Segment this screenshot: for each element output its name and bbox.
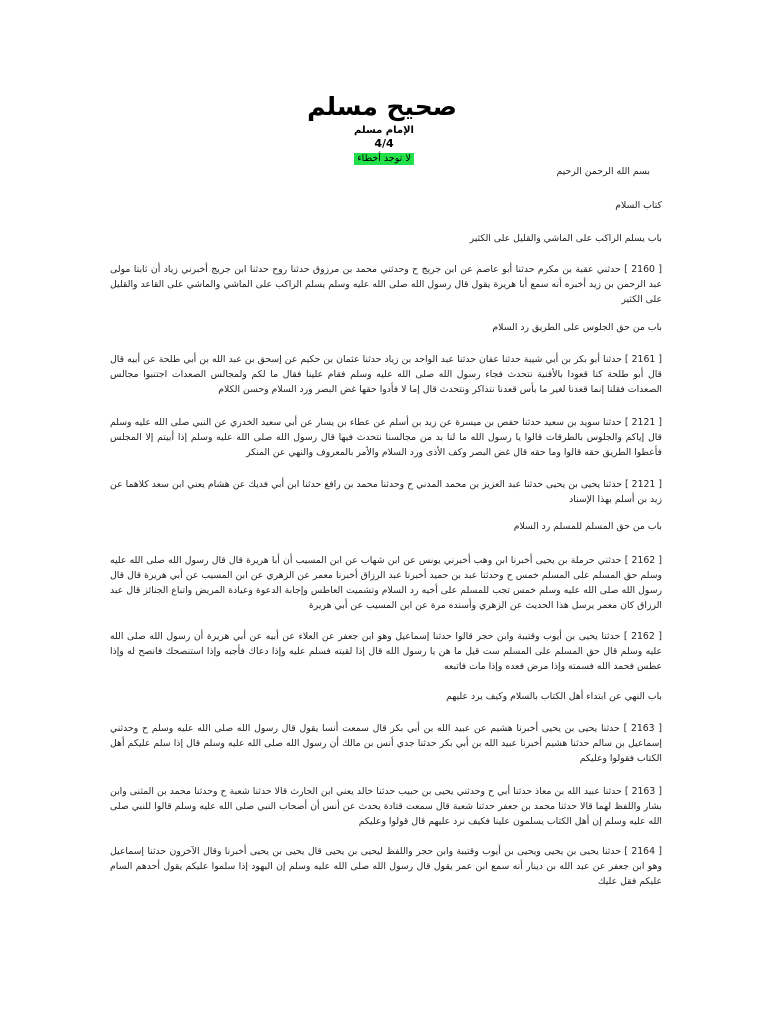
- basmala: [98, 164, 662, 179]
- basmala-text: بسم الله الرحمن الرحيم: [556, 166, 650, 177]
- hadith-number: [ 2161 ]: [624, 354, 662, 365]
- hadith-paragraph: [110, 415, 662, 460]
- hadith-number: [ 2121 ]: [624, 417, 662, 428]
- hadith-number: [ 2163 ]: [624, 786, 662, 797]
- hadith-text: حدثنا يحيى بن يحيى حدثنا عبد العزيز بن محمد المدني ح وحدثنا محمد بن رافع حدثنا ابن أبي فديك عن هشام يعني ابن سعد كلاهما عن زيد بن أسلم بهذا الإسناد: [110, 479, 662, 505]
- hadith-paragraph: [110, 629, 662, 674]
- hadith-text: حدثنا سويد بن سعيد حدثنا حفص بن ميسرة عن زيد بن أسلم عن عطاء بن يسار عن أبي سعيد الخدري عن النبي صلى الله عليه وسلم قال إياكم والجلوس بالطرقات قالوا يا رسول الله ما لنا بد من مجالسنا نتحدث فيها قال رسول الله صلى الله عليه وسلم إذا أبيتم إلا المجلس فأعطوا الطريق حقه قالوا وما حقه قال غض البصر وكف الأذى ورد السلام والأمر بالمعروف والنهي عن المنكر: [110, 417, 662, 458]
- bab-heading-text: باب النهي عن ابتداء أهل الكتاب بالسلام وكيف يرد عليهم: [446, 691, 662, 702]
- author-name: الإمام مسلم: [354, 125, 414, 136]
- bab-heading-text: باب يسلم الراكب على الماشي والقليل على الكثير: [469, 233, 662, 244]
- hadith-number: [ 2160 ]: [624, 264, 662, 275]
- book-title: صحيح مسلم: [307, 92, 457, 121]
- document-header: [0, 92, 768, 165]
- hadith-paragraph: [110, 262, 662, 307]
- hadith-text: حدثنا عبيد الله بن معاذ حدثنا أبي ح وحدثني يحيى بن حبيب حدثنا خالد يعني ابن الحارث قالا حدثنا شعبة ح وحدثنا محمد بن المثنى وابن بشار واللفظ لهما قالا حدثنا محمد بن جعفر حدثنا شعبة قال سمعت قتادة يحدث عن أنس أن أصحاب النبي صلى الله عليه وسلم قالوا للنبي صلى الله عليه وسلم إن أهل الكتاب يسلمون علينا فكيف نرد عليهم قال قولوا وعليكم: [110, 786, 662, 827]
- bab-heading: [110, 320, 662, 335]
- status-badge: لا توجد أخطاء: [354, 153, 414, 165]
- hadith-text: حدثنا يحيى بن أيوب وقتيبة وابن حجر قالوا حدثنا إسماعيل وهو ابن جعفر عن العلاء عن أبيه عن أبي هريرة أن رسول الله صلى الله عليه وسلم قال حق المسلم على المسلم ست قيل ما هن يا رسول الله قال إذا لقيته فسلم عليه وإذا دعاك فأجبه وإذا استنصحك فانصح له وإذا عطس فحمد الله فسمته وإذا مرض فعده وإذا مات فاتبعه: [110, 631, 662, 672]
- hadith-number: [ 2121 ]: [624, 479, 662, 490]
- hadith-number: [ 2162 ]: [624, 555, 662, 566]
- hadith-paragraph: [110, 784, 662, 829]
- bab-heading-text: باب من حق الجلوس على الطريق رد السلام: [492, 322, 662, 333]
- hadith-paragraph: [110, 844, 662, 889]
- hadith-paragraph: [110, 477, 662, 507]
- hadith-paragraph: [110, 352, 662, 397]
- bab-heading: [110, 689, 662, 704]
- hadith-number: [ 2162 ]: [623, 631, 662, 642]
- hadith-paragraph: [110, 721, 662, 766]
- hadith-paragraph: [110, 553, 662, 613]
- kitab-heading: [110, 198, 662, 213]
- hadith-text: حدثني حرملة بن يحيى أخبرنا ابن وهب أخبرني يونس عن ابن شهاب عن ابن المسيب أن أبا هريرة قال قال رسول الله صلى الله عليه وسلم حق المسلم على المسلم خمس ح وحدثنا عبد بن حميد أخبرنا عبد الرزاق أخبرنا معمر عن الزهري عن ابن المسيب عن أبي هريرة قال قال رسول الله صلى الله عليه وسلم خمس تجب للمسلم على أخيه رد السلام وتشميت العاطس وإجابة الدعوة وعيادة المريض واتباع الجنائز قال عبد الرزاق كان معمر يرسل هذا الحديث عن الزهري وأسنده مرة عن ابن المسيب عن أبي هريرة: [110, 555, 662, 611]
- bab-heading-text: باب من حق المسلم للمسلم رد السلام: [513, 521, 662, 532]
- bab-heading: [110, 231, 662, 246]
- hadith-text: حدثني عقبة بن مكرم حدثنا أبو عاصم عن ابن جريج ح وحدثني محمد بن مرزوق حدثنا روح حدثنا ابن جريج أخبرني زياد أن ثابتا مولى عبد الرحمن بن زيد أخبره أنه سمع أبا هريرة يقول قال رسول الله صلى الله عليه وسلم يسلم الراكب على الماشي والماشي على القاعد والقليل على الكثير: [110, 264, 662, 305]
- volume-number: 4/4: [374, 137, 394, 150]
- kitab-heading-text: كتاب السلام: [615, 200, 662, 211]
- hadith-text: حدثنا أبو بكر بن أبي شيبة حدثنا عفان حدثنا عبد الواحد بن زياد حدثنا عثمان بن حكيم عن إسحق بن عبد الله بن أبي طلحة عن أبيه قال قال أبو طلحة كنا قعودا بالأفنية نتحدث فجاء رسول الله صلى الله عليه وسلم فقام علينا فقال ما لكم ولمجالس الصعدات اجتنبوا مجالس الصعدات فقلنا إنما قعدنا لغير ما بأس قعدنا نتذاكر ونتحدث قال إما لا فأدوا حقها غض البصر ورد السلام وحسن الكلام: [110, 354, 662, 395]
- hadith-text: حدثنا يحيى بن يحيى أخبرنا هشيم عن عبيد الله بن أبي بكر قال سمعت أنسا يقول قال رسول الله صلى الله عليه وسلم ح وحدثني إسماعيل بن سالم حدثنا هشيم أخبرنا عبيد الله بن أبي بكر حدثنا جدي أنس بن مالك أن رسول الله صلى الله عليه وسلم قال إذا سلم عليكم أهل الكتاب فقولوا وعليكم: [110, 723, 662, 764]
- hadith-text: حدثنا يحيى بن يحيى ويحيى بن أيوب وقتيبة وابن حجر واللفظ ليحيى بن يحيى قال يحيى بن يحيى أخبرنا وقال الآخرون حدثنا إسماعيل وهو ابن جعفر عن عبد الله بن دينار أنه سمع ابن عمر يقول قال رسول الله صلى الله عليه وسلم إن اليهود إذا سلموا عليكم يقول أحدهم السام عليكم فقل عليك: [110, 846, 662, 887]
- hadith-number: [ 2163 ]: [623, 723, 662, 734]
- bab-heading: [110, 519, 662, 534]
- hadith-number: [ 2164 ]: [624, 846, 662, 857]
